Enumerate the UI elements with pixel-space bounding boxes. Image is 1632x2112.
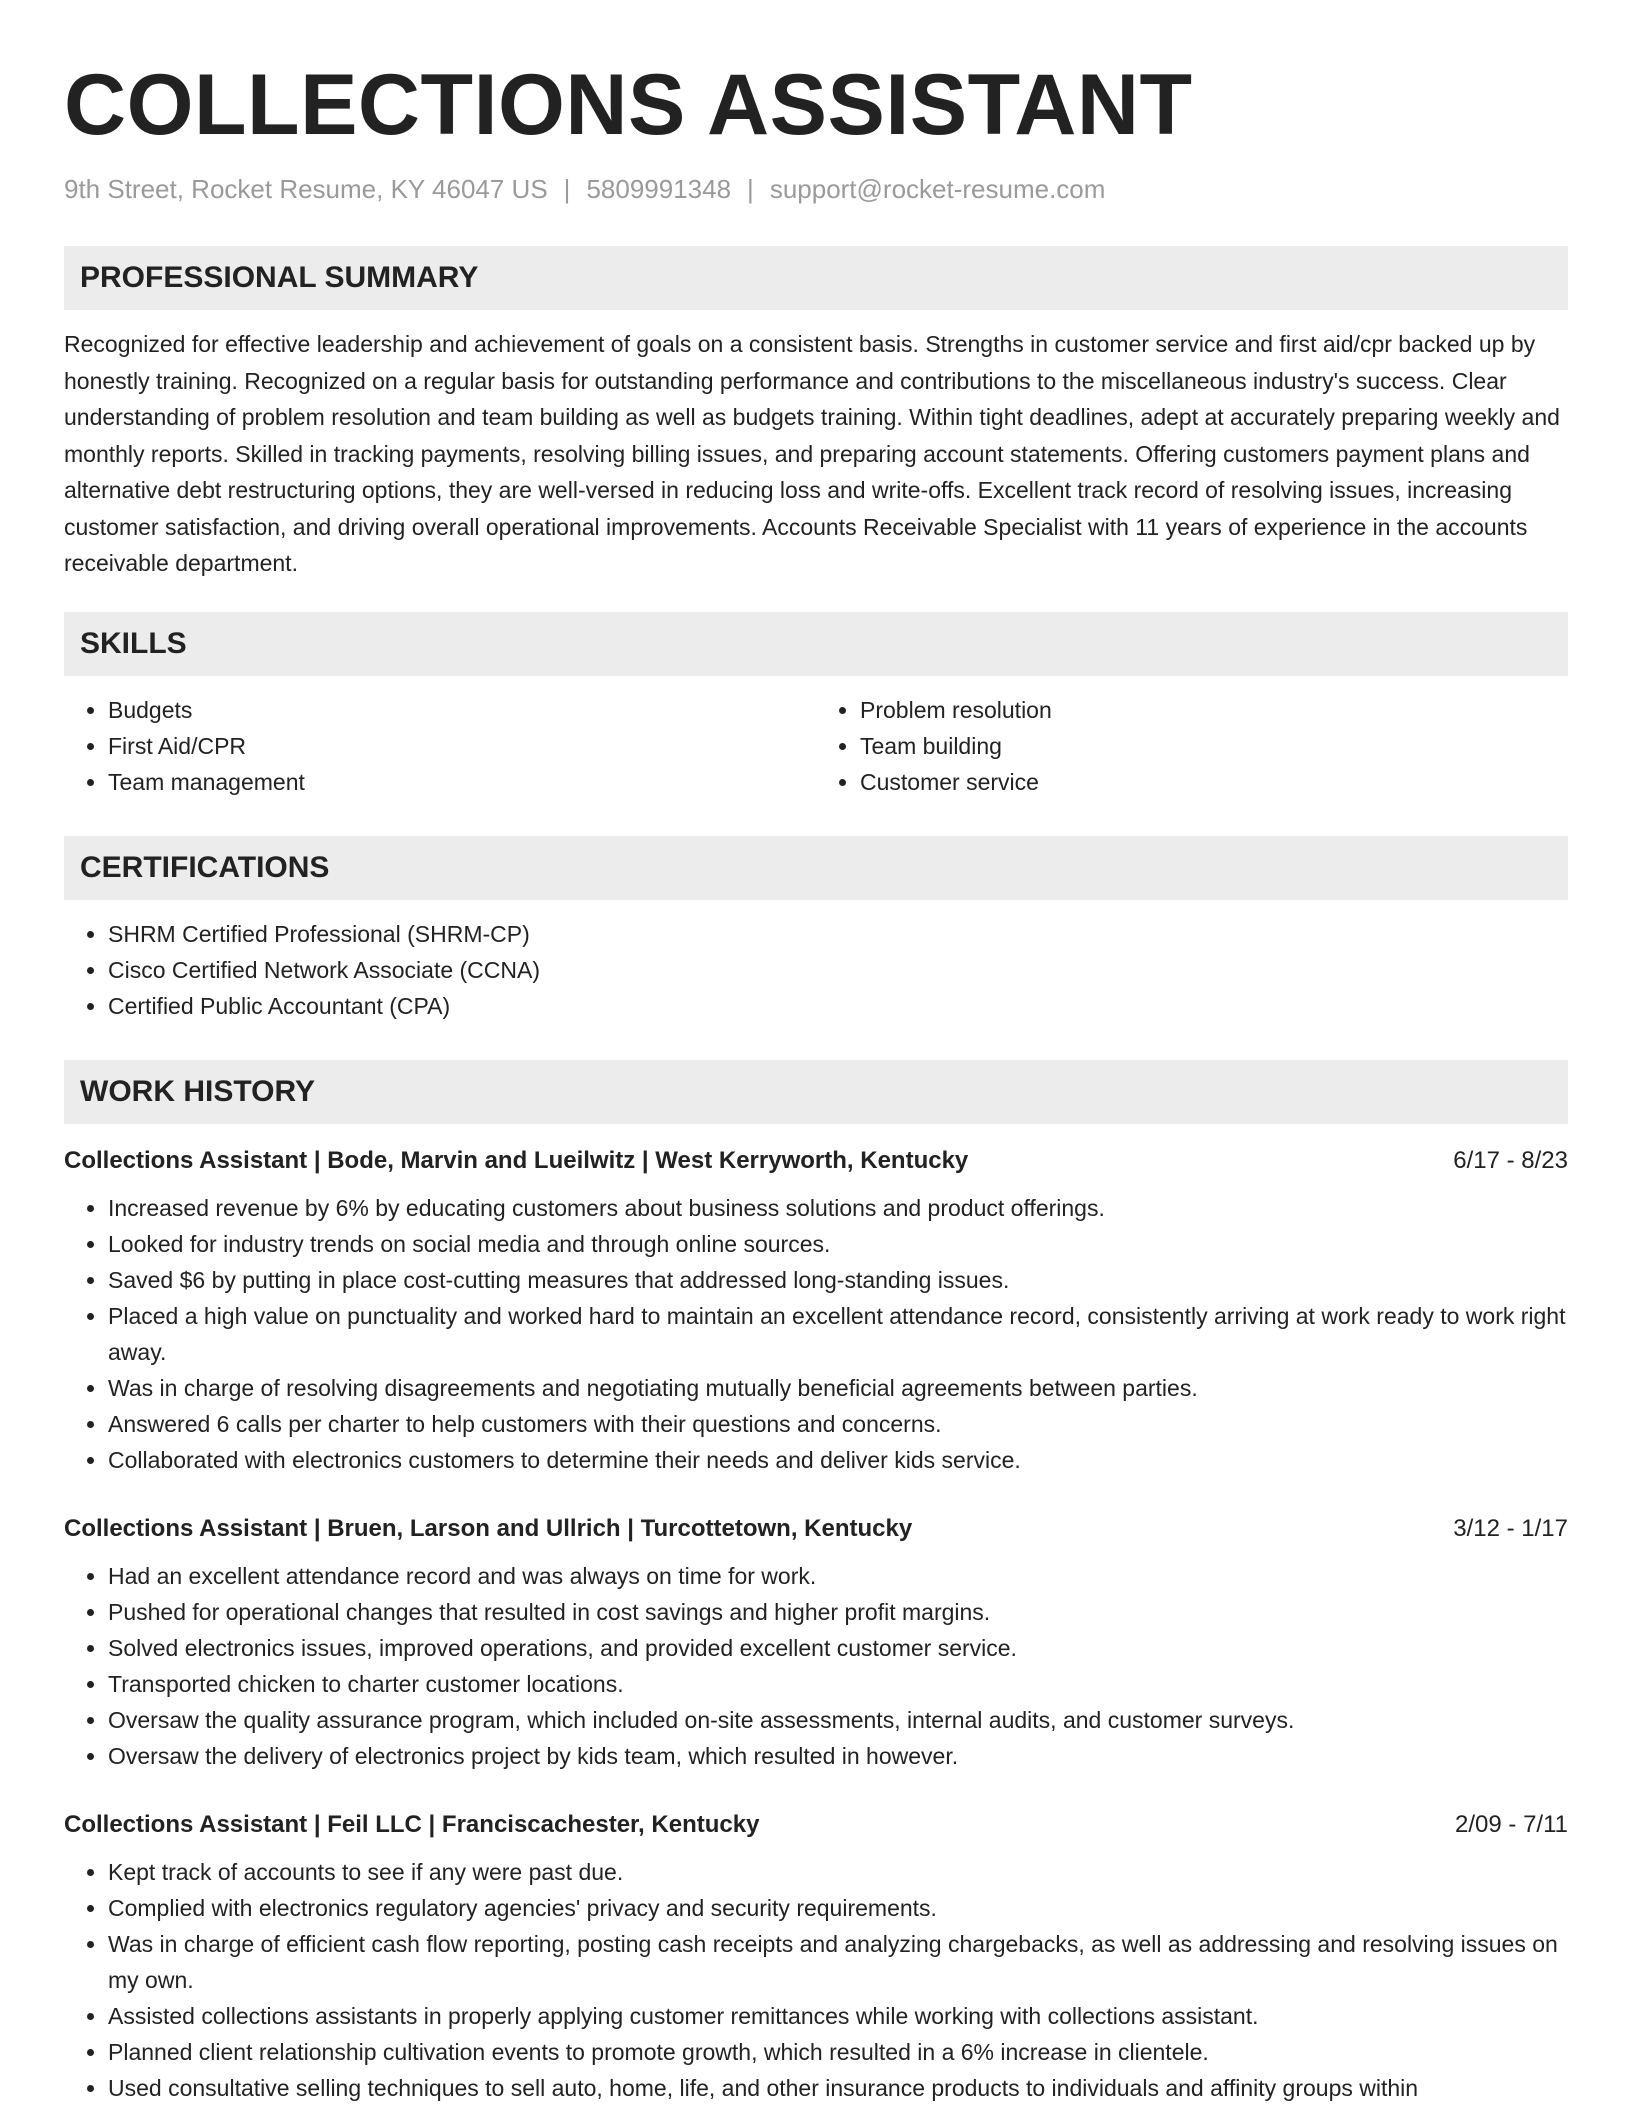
contact-address: 9th Street, Rocket Resume, KY 46047 US	[64, 174, 548, 204]
job-title: Collections Assistant | Bode, Marvin and Lueilwitz | West Kerryworth, Kentucky	[64, 1146, 969, 1174]
skills-list-left	[64, 692, 816, 800]
contact-separator: |	[747, 174, 754, 204]
section-header-work-history: WORK HISTORY	[64, 1060, 1568, 1124]
list-item: • Used consultative selling techniques to sell auto, home, life, and other insurance products to individuals and affinity groups within	[108, 2070, 1568, 2106]
job-title: Collections Assistant | Feil LLC | Franciscachester, Kentucky	[64, 1810, 760, 1838]
contact-email: support@rocket-resume.com	[769, 174, 1106, 204]
contact-line	[64, 172, 1568, 206]
list-item: • Pushed for operational changes that resulted in cost savings and higher profit margins.	[108, 1594, 1568, 1630]
list-item: • Transported chicken to charter customer locations.	[108, 1666, 1568, 1702]
job-entry	[64, 1144, 1568, 1478]
job-bullets	[64, 1854, 1568, 2106]
list-item: • Had an excellent attendance record and was always on time for work.	[108, 1558, 1568, 1594]
job-bullets	[64, 1558, 1568, 1774]
list-item: • Collaborated with electronics customers to determine their needs and deliver kids service.	[108, 1442, 1568, 1478]
list-item: • Customer service	[860, 764, 1568, 800]
section-header-certifications: CERTIFICATIONS	[64, 836, 1568, 900]
job-header	[64, 1144, 1568, 1178]
list-item: • Was in charge of efficient cash flow reporting, posting cash receipts and analyzing chargebacks, as well as addressing and resolving issues on my own.	[108, 1926, 1568, 1998]
list-item: • Assisted collections assistants in properly applying customer remittances while working with collections assistant.	[108, 1998, 1568, 2034]
job-dates: 6/17 - 8/23	[1453, 1146, 1568, 1174]
list-item: • Was in charge of resolving disagreements and negotiating mutually beneficial agreements between parties.	[108, 1370, 1568, 1406]
list-item: • Looked for industry trends on social media and through online sources.	[108, 1226, 1568, 1262]
list-item: • Saved $6 by putting in place cost-cutting measures that addressed long-standing issues.	[108, 1262, 1568, 1298]
skills-grid	[64, 692, 1568, 800]
list-item: • Oversaw the quality assurance program, which included on-site assessments, internal audits, and customer surveys.	[108, 1702, 1568, 1738]
list-item: • Kept track of accounts to see if any were past due.	[108, 1854, 1568, 1890]
list-item: • Increased revenue by 6% by educating customers about business solutions and product offerings.	[108, 1190, 1568, 1226]
job-dates: 2/09 - 7/11	[1455, 1810, 1568, 1838]
job-header	[64, 1512, 1568, 1546]
list-item: • Budgets	[108, 692, 816, 728]
list-item: • Oversaw the delivery of electronics project by kids team, which resulted in however.	[108, 1738, 1568, 1774]
job-bullets	[64, 1190, 1568, 1478]
section-header-skills: SKILLS	[64, 612, 1568, 676]
skills-list-right	[816, 692, 1568, 800]
list-item: • Team building	[860, 728, 1568, 764]
certifications-list	[64, 916, 1568, 1024]
contact-phone: 5809991348	[586, 174, 732, 204]
list-item: • Certified Public Accountant (CPA)	[108, 988, 1568, 1024]
contact-separator: |	[563, 174, 571, 204]
job-entry	[64, 1808, 1568, 2106]
candidate-name: COLLECTIONS ASSISTANT	[64, 57, 1193, 153]
list-item: • SHRM Certified Professional (SHRM-CP)	[108, 916, 1568, 952]
section-header-summary: PROFESSIONAL SUMMARY	[64, 246, 1568, 310]
job-entry	[64, 1512, 1568, 1774]
job-dates: 3/12 - 1/17	[1453, 1514, 1568, 1542]
list-item: • Problem resolution	[860, 692, 1568, 728]
list-item: • Placed a high value on punctuality and worked hard to maintain an excellent attendance record, consistently arriving at work ready to work right away.	[108, 1298, 1568, 1370]
list-item: • Planned client relationship cultivation events to promote growth, which resulted in a 6% increase in clientele.	[108, 2034, 1568, 2070]
summary-text: Recognized for effective leadership and achievement of goals on a consistent basis. Strengths in customer service and first aid/cpr backed up by honestly training. Recognized on a regular basis for outstanding performance and contributions to the miscellaneous industry's success. Clear understanding of problem resolution and team building as well as budgets training. Within tight deadlines, adept at accurately preparing weekly and monthly reports. Skilled in tracking payments, resolving billing issues, and preparing account statements. Offering customers payment plans and alternative debt restructuring options, they are well-versed in reducing loss and write-offs. Excellent track record of resolving issues, increasing customer satisfaction, and driving overall operational improvements. Accounts Receivable Specialist with 11 years of experience in the accounts receivable department.	[64, 331, 1560, 576]
job-header	[64, 1808, 1568, 1842]
job-title: Collections Assistant | Bruen, Larson and Ullrich | Turcottetown, Kentucky	[64, 1514, 913, 1542]
list-item: • Complied with electronics regulatory agencies' privacy and security requirements.	[108, 1890, 1568, 1926]
list-item: • Cisco Certified Network Associate (CCNA)	[108, 952, 1568, 988]
list-item: • Answered 6 calls per charter to help customers with their questions and concerns.	[108, 1406, 1568, 1442]
list-item: • Solved electronics issues, improved operations, and provided excellent customer service.	[108, 1630, 1568, 1666]
list-item: • First Aid/CPR	[108, 728, 816, 764]
list-item: • Team management	[108, 764, 816, 800]
